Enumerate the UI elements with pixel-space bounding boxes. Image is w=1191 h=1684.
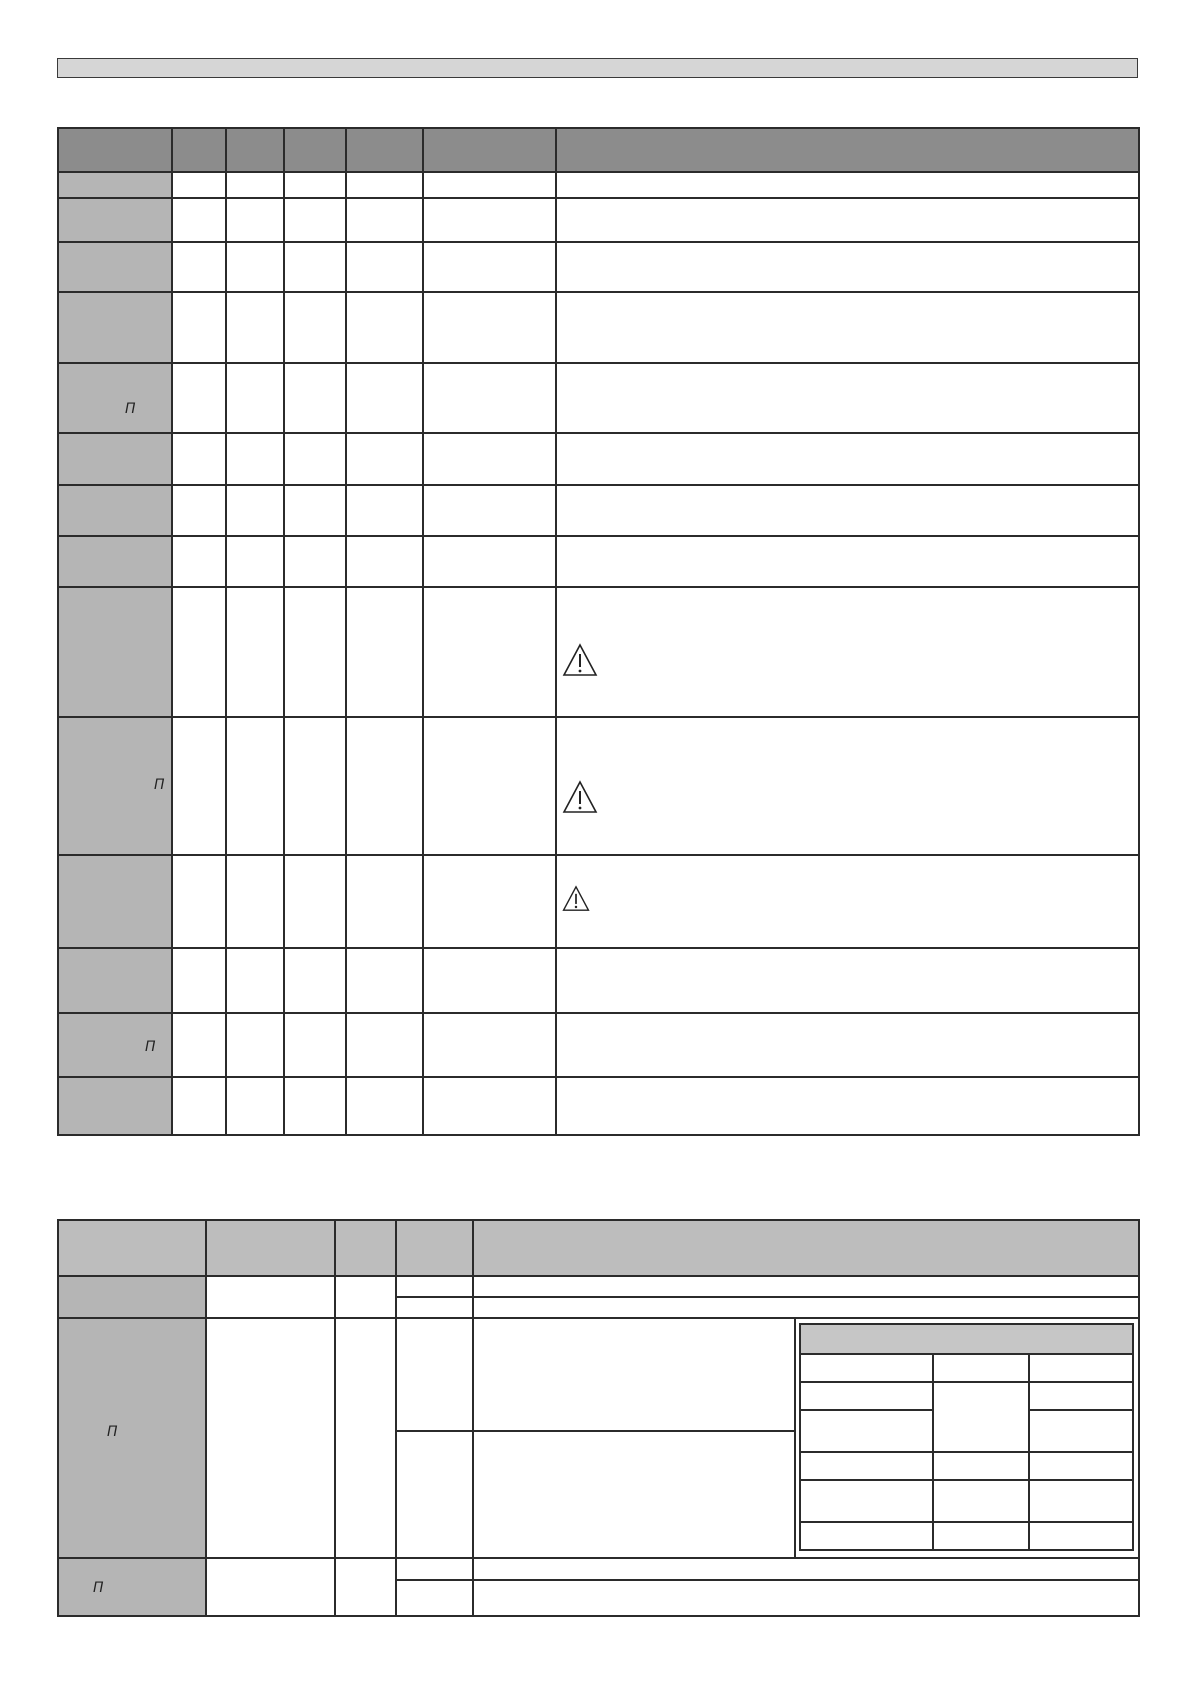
row-header: [58, 172, 172, 198]
table-row: [58, 363, 1139, 433]
row-header: [58, 242, 172, 292]
row-header: [58, 1013, 172, 1077]
reference-subtable: [799, 1323, 1134, 1551]
segment-symbol: Π: [107, 1424, 118, 1440]
subtable-cell: [933, 1480, 1029, 1522]
column-header: [206, 1220, 335, 1276]
row-header: [58, 292, 172, 363]
row-header: [58, 198, 172, 242]
subtable-header: [800, 1324, 1133, 1354]
table-row: [58, 172, 1139, 198]
segment-symbol: Π: [145, 1039, 156, 1055]
warning-triangle-icon: [562, 643, 598, 677]
table-row: [58, 1077, 1139, 1135]
subtable-cell: [1029, 1480, 1133, 1522]
warning-triangle-icon: [562, 885, 590, 912]
table-row: [58, 433, 1139, 485]
row-header: [58, 536, 172, 587]
subtable-cell: [933, 1522, 1029, 1550]
row-header: [58, 1077, 172, 1135]
segment-symbol: Π: [93, 1580, 104, 1596]
row-header: [58, 587, 172, 717]
column-header: [284, 128, 346, 172]
column-header: [172, 128, 226, 172]
option-description: [474, 1319, 794, 1432]
row-header: [58, 1318, 206, 1558]
parameters-table: [57, 127, 1140, 1136]
subtable-cell: [800, 1480, 933, 1522]
subtable-cell: [1029, 1522, 1133, 1550]
table-row: [58, 948, 1139, 1013]
column-header: [396, 1220, 473, 1276]
table-header-row: [58, 128, 1139, 172]
column-header: [226, 128, 284, 172]
table-row: [58, 855, 1139, 948]
subtable-cell: [1029, 1354, 1133, 1382]
row-header: [58, 363, 172, 433]
row-header: [58, 717, 172, 855]
subtable-cell: [1029, 1452, 1133, 1480]
subtable-cell: [933, 1452, 1029, 1480]
header-bar: [57, 58, 1138, 78]
table-row: [58, 536, 1139, 587]
settings-table: [57, 1219, 1140, 1617]
row-header: [58, 485, 172, 536]
column-header: [473, 1220, 1139, 1276]
column-header: [423, 128, 556, 172]
subtable-cell: [1029, 1410, 1133, 1452]
subtable-cell: [800, 1522, 933, 1550]
table-row: [58, 198, 1139, 242]
row-header: [58, 948, 172, 1013]
table-row: [58, 485, 1139, 536]
subtable-cell: [1029, 1382, 1133, 1410]
table-row: [58, 292, 1139, 363]
table-header-row: [58, 1220, 1139, 1276]
divider: [794, 1319, 796, 1557]
row-header: [58, 433, 172, 485]
table-row: [58, 1558, 1139, 1580]
row-header: [58, 1558, 206, 1616]
table-row: [58, 1013, 1139, 1077]
table-row: [58, 717, 1139, 855]
subtable-cell: [800, 1354, 933, 1382]
table-row: [58, 242, 1139, 292]
row-header: [58, 1276, 206, 1318]
segment-symbol: Π: [154, 777, 165, 793]
subtable-cell: [800, 1452, 933, 1480]
column-header: [346, 128, 423, 172]
subtable-cell: [933, 1382, 1029, 1452]
table-row: [58, 587, 1139, 717]
warning-triangle-icon: [562, 780, 598, 814]
subtable-cell: [933, 1354, 1029, 1382]
column-header: [556, 128, 1139, 172]
column-header: [335, 1220, 396, 1276]
segment-symbol: Π: [125, 401, 136, 417]
column-header: [58, 1220, 206, 1276]
subtable-cell: [800, 1382, 933, 1410]
table-row: [58, 1318, 1139, 1431]
subtable-cell: [800, 1410, 933, 1452]
table-row: [58, 1276, 1139, 1297]
column-header: [58, 128, 172, 172]
row-header: [58, 855, 172, 948]
